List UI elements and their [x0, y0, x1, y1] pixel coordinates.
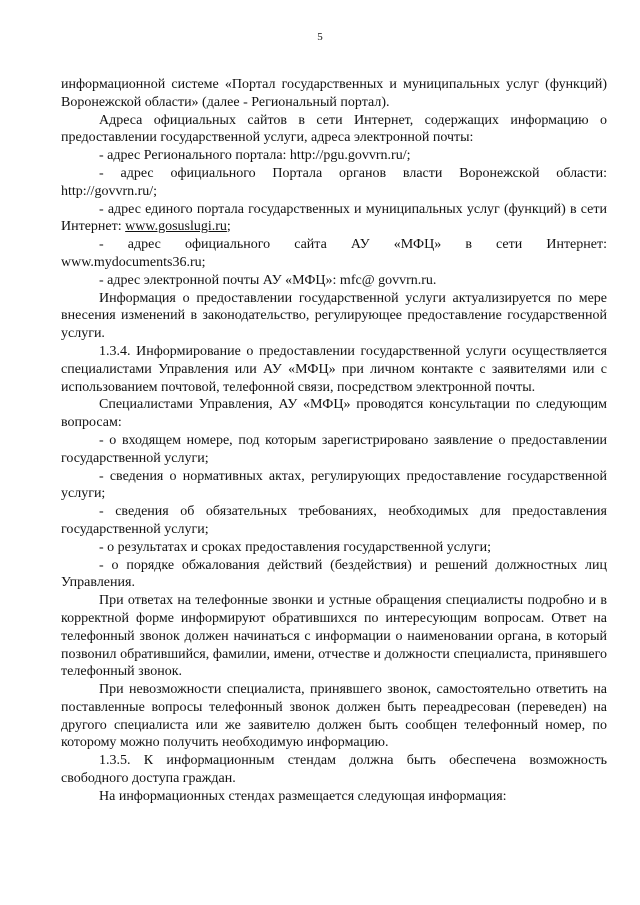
list-item-normative-acts: - сведения о нормативных актах, регулирующих предоставление государственной услуги;: [61, 468, 607, 502]
list-item-official-portal-url: http://govvrn.ru/;: [61, 183, 158, 199]
paragraph-consultations: Специалистами Управления, АУ «МФЦ» проводятся консультации по следующим вопросам:: [61, 397, 607, 431]
list-item-incoming-number: - о входящем номере, под которым зарегистрировано заявление о предоставлении государственной услуги;: [61, 432, 607, 466]
paragraph-phone-answers: При ответах на телефонные звонки и устные обращения специалисты подробно и в корректной форме информируют обратившихся по интересующим вопросам. Ответ на телефонный звонок должен начинаться с информации о наименовании органа, в который позвонил обратившийся, фамилии, имени, отчестве и должности специалиста, принявшего телефонный звонок.: [61, 593, 607, 680]
paragraph-call-redirect: При невозможности специалиста, принявшего звонок, самостоятельно ответить на поставленные вопросы телефонный звонок должен быть переадресован (переведен) на другого специалиста или же заявителю должен быть сообщен телефонный номер, по которому можно получить необходимую информацию.: [61, 682, 607, 751]
page-number: 5: [317, 31, 323, 43]
paragraph-1-3-5: 1.3.5. К информационным стендам должна быть обеспечена возможность свободного доступа граждан.: [61, 753, 607, 787]
list-item-appeal-procedure: - о порядке обжалования действий (бездействия) и решений должностных лиц Управления.: [61, 557, 607, 591]
list-item-mfc-site-url: www.mydocuments36.ru;: [61, 254, 206, 270]
list-item-regional-portal: - адрес Регионального портала: http://pgu.govvrn.ru/;: [99, 148, 411, 164]
paragraph-websites-intro: Адреса официальных сайтов в сети Интернет, содержащих информацию о предоставлении государственной услуги, адреса электронной почты:: [61, 112, 607, 146]
paragraph-info-update: Информация о предоставлении государственной услуги актуализируется по мере внесения изменений в законодательство, регулирующее предоставление государственной услуги.: [61, 290, 607, 342]
paragraph-portal-continuation: информационной системе «Портал государственных и муниципальных услуг (функций) Воронежской области» (далее - Региональный портал).: [61, 77, 607, 110]
paragraph-1-3-4: 1.3.4. Информирование о предоставлении государственной услуги осуществляется специалистами Управления или АУ «МФЦ» при личном контакте с заявителями или с использованием почтовой, телефонной связи, посредством электронной почты.: [61, 343, 607, 395]
paragraph-stands-info: На информационных стендах размещается следующая информация:: [99, 788, 507, 804]
list-item-mfc-site: - адрес официального сайта АУ «МФЦ» в сети Интернет:: [99, 237, 607, 253]
list-item-gosuslugi: [61, 201, 607, 237]
gosuslugi-link[interactable]: www.gosuslugi.ru: [125, 219, 227, 235]
list-item-results-terms: - о результатах и сроках предоставления государственной услуги;: [99, 539, 492, 555]
gosuslugi-text: - адрес единого портала государственных и муниципальных услуг (функций) в сети Интернет:: [61, 201, 607, 235]
list-item-mfc-email: - адрес электронной почты АУ «МФЦ»: mfc@ govvrn.ru.: [99, 272, 437, 288]
gosuslugi-punct: ;: [226, 219, 231, 235]
list-item-official-portal: - адрес официального Портала органов власти Воронежской области:: [99, 165, 607, 181]
list-item-requirements: - сведения об обязательных требованиях, необходимых для предоставления государственной услуги;: [61, 504, 607, 537]
document-body: [61, 76, 607, 806]
